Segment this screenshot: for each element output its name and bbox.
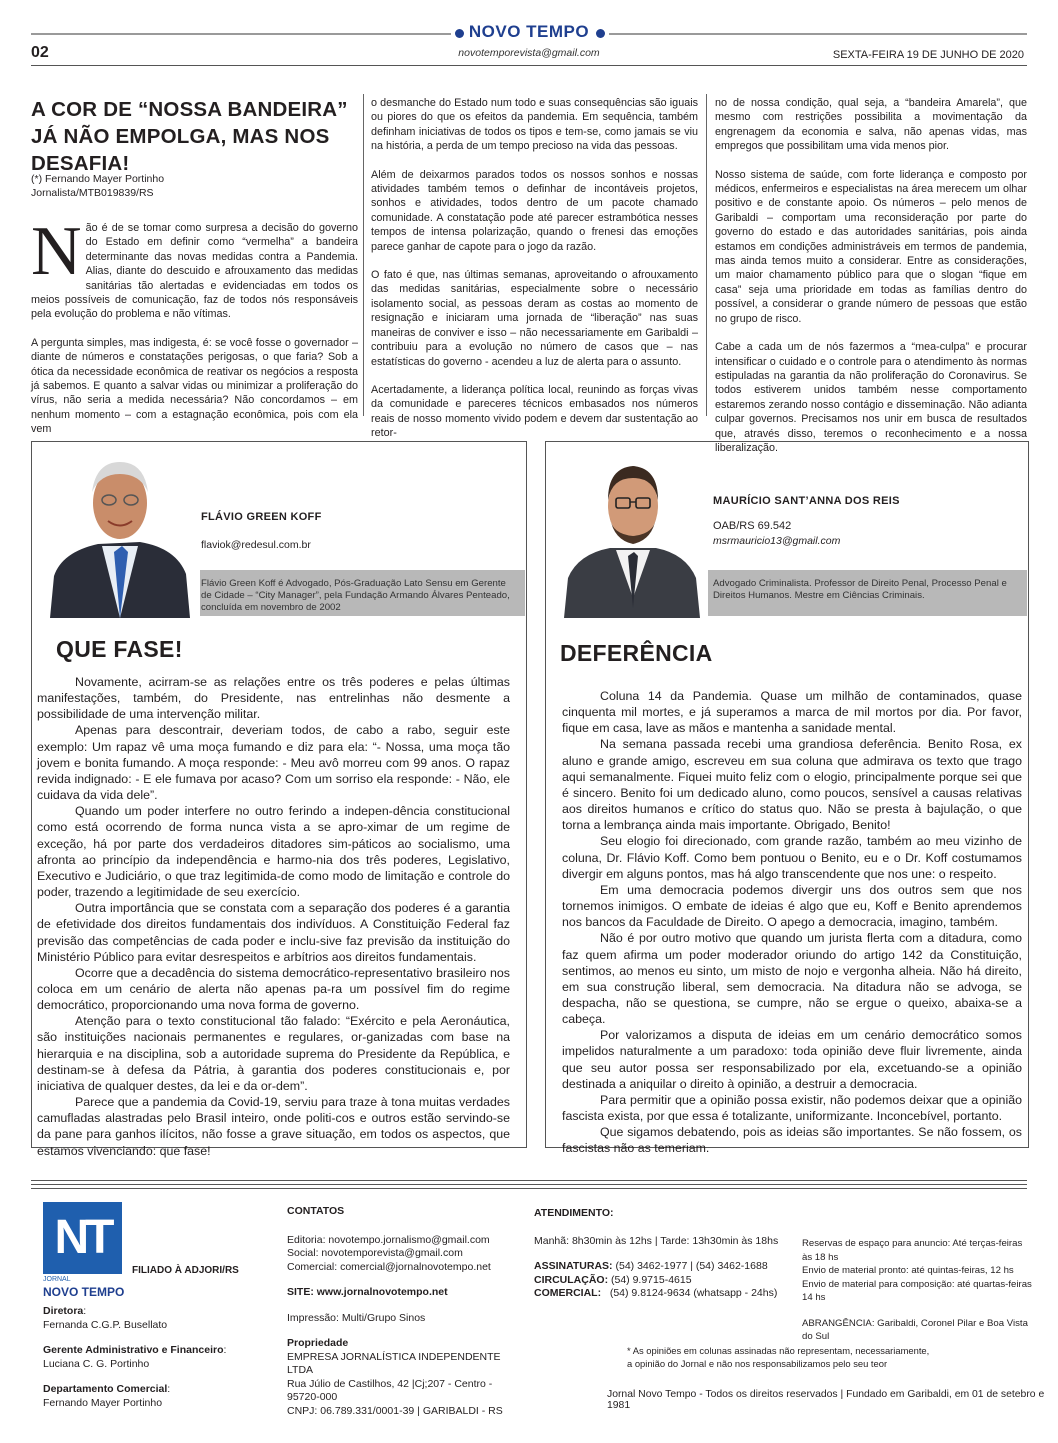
staff-role: Departamento Comercial: xyxy=(43,1383,171,1395)
rights-line: Jornal Novo Tempo - Todos os direitos reservados | Fundado em Garibaldi, em 01 de setebro e 1981 xyxy=(607,1389,1045,1411)
column-paragraph: Que sigamos debatendo, pois as ideias são importantes. Se não fossem, os fascistas não as temeriam. xyxy=(562,1125,1022,1156)
editorial-paragraph: no de nossa condição, qual seja, a “bandeira Amarela”, que mesmo com restrições possibilita a movimentação da engrenagem da economia e salva, não apenas vidas, mas empregos que possibilitam uma vida menos pior. xyxy=(715,97,1027,153)
editorial-paragraph: O fato é que, nas últimas semanas, aproveitando o afrouxamento das medidas sanitárias, especialmente sobre o necessário isolamento social, as pessoas deram as costas ao momento de resignação e iniciaram uma jornada de “liberação” nas suas maneiras de conviver e isso – não necessariamente em Garibaldi – contribuiu para a evolução no número de casos que – nas estatísticas do governo - acendeu a luz de alerta para o assunto. xyxy=(371,269,698,368)
author-email-left[interactable]: flaviok@redesul.com.br xyxy=(201,539,311,551)
column-paragraph: Novamente, acirram-se as relações entre os três poderes e pelas últimas manifestações, também, do Presidente, nas entrelinhas não desmente a possibilidade de uma intervenção militar. xyxy=(37,675,510,722)
column-divider xyxy=(706,94,707,416)
issue-date: SEXTA-FEIRA 19 DE JUNHO DE 2020 xyxy=(832,49,1024,61)
newspaper-logo xyxy=(43,1202,122,1274)
author-photo-koff xyxy=(40,448,200,618)
print-info: Impressão: Multi/Grupo Sinos xyxy=(287,1311,426,1324)
page-number: 02 xyxy=(31,44,49,61)
column-divider xyxy=(363,94,364,416)
editorial-column-1 xyxy=(31,213,358,451)
column-paragraph: Outra importância que se constata com a separação dos poderes é a garantia de efetividade dos direitos fundamentais dos indivíduos. A Constituição Federal faz previsão das competências de cada poder e inclu-sive faz previsão da instituição do Ministério Público para evitar desrespeitos e arbítrios aos direitos fundamentais. xyxy=(37,901,510,964)
disclaimer-line: * As opiniões em colunas assinadas não representam, necessariamente, xyxy=(627,1345,930,1356)
staff-role: Gerente Administrativo e Financeiro: xyxy=(43,1344,227,1356)
editorial-paragraph: Cabe a cada um de nós fazermos a “mea-culpa” e procurar intensificar o cuidado e o controle para o atendimento às normas estipuladas na garantia da não proliferação do Coronavirus. Se todos estiverem unidos também nesse comportamento estaremos zerando nosso contágio e disseminação. Não adianta culpar governos. Precisamos nos unir em busca de resultados que, através disso, teremos o reconhecimento e a nossa liberalização. xyxy=(715,341,1027,454)
property-line: EMPRESA JORNALÍSTICA INDEPENDENTE LTDA xyxy=(287,1350,501,1376)
column-paragraph: Por valorizamos a disputa de ideias em um cenário democrático somos impelidos naturalmente a um paradoxo: toda opinião deve fluir livremente, ainda que seu autor possa ser responsabilizado por ela, excetuando-se a opinião destinada a aniquilar o direito à opinião, a destruir a democracia. xyxy=(562,1028,1022,1091)
masthead-dot-right xyxy=(596,29,605,38)
disclaimer-line: a opinião do Jornal e não nos responsabilizamos pelo seu teor xyxy=(627,1358,888,1369)
service-title: ATENDIMENTO: xyxy=(534,1207,614,1219)
column-paragraph: Coluna 14 da Pandemia. Quase um milhão de contaminados, quase cinquenta mil mortes, e já superamos a marca de mil mortos por dia. Por favor, fique em casa, lave as mãos e mantenha a sanidade mental. xyxy=(562,689,1022,736)
author-email-right[interactable]: msrmauricio13@gmail.com xyxy=(713,535,841,547)
site-link[interactable]: SITE: www.jornalnovotempo.net xyxy=(287,1286,448,1298)
property-line: Rua Júlio de Castilhos, 42 |Cj;207 - Centro - 95720-000 xyxy=(287,1377,493,1403)
deadline-line: Envio de material para composição: até quartas-feiras 14 hs xyxy=(802,1278,1032,1303)
author-oab-right: OAB/RS 69.542 xyxy=(713,520,792,532)
column-paragraph: Atenção para o texto constitucional tão falado: “Exército e pela Aeronáutica, são instituições nacionais permanentes e regulares, or-ganizadas com base na hierarquia e na disciplina, sob a autoridade suprema do Presidente da República, e destinam-se à defesa da Pátria, à garantia dos poderes constitucionais e, por iniciativa de qualquer destes, da lei e da or-dem”. xyxy=(37,1014,510,1093)
column-paragraph: Não é por outro motivo que quando um jurista flerta com a ditadura, como faz quem afirma um poder moderador oriundo do artigo 142 da Constituição, sentimos, ao menos eu sinto, um misto de nojo e vergonha alheia. Não há direito, em sua construção liberal, sem democracia. Na ditadura não se advoga, se despacha, não se questiona, se cumpre, não se ergue o queixo, abaixa-se a cabeça. xyxy=(562,931,1022,1027)
contacts-block xyxy=(287,1205,527,1418)
editorial-column-3 xyxy=(715,96,1027,469)
disclaimer xyxy=(627,1344,929,1370)
contact-line[interactable]: Editoria: novotempo.jornalismo@gmail.com xyxy=(287,1233,490,1246)
editorial-author-credential: Jornalista/MTB019839/RS xyxy=(31,187,154,199)
service-block xyxy=(534,1207,794,1301)
editorial-paragraph: o desmanche do Estado num todo e suas consequências são iguais ou piores do que os efeitos da pandemia. Em sequência, também definham iniciativas de todos os tipos e tem-se, como jamais se viu na história, a perda de um tempo precioso na vida das pessoas. xyxy=(371,97,698,153)
service-hours: Manhã: 8h30min às 12hs | Tarde: 13h30min às 18hs xyxy=(534,1234,779,1247)
footer-rule xyxy=(31,1184,1027,1185)
logo-name: NOVO TEMPO xyxy=(43,1285,125,1299)
column-paragraph: Em uma democracia podemos divergir uns dos outros sem que nos tornemos inimigos. O embate de ideias é algo que eu, Koff e Benito aprendemos nos bancos da Faculdade de Direito. O apego a democracia, imagino, também. xyxy=(562,882,1022,930)
author-bio-left: Flávio Green Koff é Advogado, Pós-Graduação Lato Sensu em Gerente de Cidade – “City Manager”, pela Fundação Armando Álvares Penteado, concluída em novembro de 2002 xyxy=(201,578,510,613)
contact-line[interactable]: Social: novotemporevista@gmail.com xyxy=(287,1247,463,1259)
staff-name: Fernando Mayer Portinho xyxy=(43,1396,163,1409)
column-paragraph: Para permitir que a opinião possa existir, não podemos deixar que a opinião fascista exista, por que essa é totalizante, uniformizante. Inconcebível, portanto. xyxy=(562,1092,1022,1124)
column-paragraph: Na semana passada recebi uma grandiosa deferência. Benito Rosa, ex aluno e grande amigo, escreveu em sua coluna que admirava os texto que trago aqui semanalmente. Fiquei muito feliz com o elogio, principalmente porque sei que é sincero. Benito foi um dedicado aluno, como poucos, sensível a causas relativas aos direitos humanos e crítico do status quo. Não se presta à bajulação, o que torna a lembrança ainda mais importante. Obrigado, Benito! xyxy=(562,737,1022,833)
column-paragraph: Apenas para descontrair, deveriam todos, de cabo a rabo, seguir este exemplo: Um rapaz vê uma moça fumando e diz para ela: “- Nossa, uma moça tão jovem e bonita fumando. A moça responde: - Meu avô morreu com 99 anos. O rapaz revida indignado: - E ele fumava por acaso? Com um sorriso ela responde: - Não, ele cuidava da vida dele”. xyxy=(37,723,510,803)
deadlines-block xyxy=(802,1237,1034,1344)
column-paragraph: Seu elogio foi direcionado, com grande razão, também ao meu vizinho de coluna, Dr. Flávio Koff. Como bem pontuou o Benito, eu e o Dr. Koff costumamos divergir em alguns pontos, mas há algo transcendente que nos une: o respeito. xyxy=(562,834,1022,881)
property-title: Propriedade xyxy=(287,1337,349,1349)
staff-list xyxy=(43,1305,273,1410)
staff-name: Fernanda C.G.P. Busellato xyxy=(43,1318,168,1331)
masthead-rule-right xyxy=(609,33,1027,35)
editorial-column-2 xyxy=(371,96,698,455)
column-body-left xyxy=(37,674,510,1159)
editorial-paragraph: Além de deixarmos parados todos os nossos sonhos e nossas atividades também temos o definhar de incontáveis projetos, sonhos e atividades, todos dentro de um pacote chamado comunidade. A constatação pode até parecer estrambótica nesses tempos de intensa polarização, quando o frenesi das emoções parece ganhar de capote para o jogo da razão. xyxy=(371,168,698,253)
masthead-email[interactable]: novotemporevista@gmail.com xyxy=(458,47,600,59)
circulation-line: CIRCULAÇÃO: (54) 9.9715-4615 xyxy=(534,1273,692,1286)
contact-line[interactable]: Comercial: comercial@jornalnovotempo.net xyxy=(287,1260,491,1273)
logo-small-label: JORNAL xyxy=(43,1276,71,1283)
commercial-line: COMERCIAL: (54) 9.8124-9634 (whatsapp - 24hs) xyxy=(534,1287,778,1299)
author-name-right: MAURÍCIO SANT’ANNA DOS REIS xyxy=(713,495,900,507)
subscriptions-line: ASSINATURAS: (54) 3462-1977 | (54) 3462-1688 xyxy=(534,1260,768,1272)
column-body-right xyxy=(562,688,1022,1157)
editorial-author xyxy=(31,172,361,200)
author-name-left: FLÁVIO GREEN KOFF xyxy=(201,511,322,523)
staff-role: Diretora: xyxy=(43,1305,87,1317)
contacts-title: CONTATOS xyxy=(287,1205,345,1217)
author-photo-reis xyxy=(558,448,708,618)
coverage: ABRANGÊNCIA: Garibaldi, Coronel Pilar e Boa Vista do Sul xyxy=(802,1317,1028,1342)
deadline-line: Reservas de espaço para anuncio: Até terças-feiras às 18 hs xyxy=(802,1238,1023,1263)
column-paragraph: Parece que a pandemia da Covid-19, serviu para traze à tona muitas verdades camufladas alastradas pelo Brasil inteiro, onde politi-cos e outros estão servindo-se da pane para ganhos ilícitos, não fosse a grave situação, em todos os aspectos, que estamos vivenciando: que fase! xyxy=(37,1095,510,1158)
editorial-paragraph: Acertadamente, a liderança política local, reunindo as forças vivas da comunidade e pareceres técnicos embasados nos números reais de nosso momento vivido podem e devem dar sustentação ao retor- xyxy=(371,383,698,440)
editorial-paragraph: Nosso sistema de saúde, com forte liderança e composto por médicos, enfermeiros e especialistas na área merecem um olhar positivo e de constante apoio. Os números – pelo menos de Garibaldi – comportam uma reconsideração por parte do governo do estado e das autoridades sanitárias, pois ainda estamos em condições administráveis em termos de pandemia, mas ainda temos muito a considerar. Entre as considerações, um maior chamamento público para que o slogan “fique em casa” seja uma prioridade em todas as famílias dentro do possível, a considerar o grande número de pessoas que estão no grupo de risco. xyxy=(715,168,1027,325)
editorial-paragraph: A pergunta simples, mas indigesta, é: se você fosse o governador – diante de números e constatações perigosas, o que faria? Sob a ótica da necessidade econômica de reativar os negócios a resposta já sabemos. E quanto a salvar vidas ou minimizar a proliferação do vírus, não seria a medida necessária? Não concordamos – em nenhum momento – com a estagnação econômica, pois com ela vem xyxy=(31,336,358,436)
staff-name: Luciana C. G. Portinho xyxy=(43,1357,150,1370)
property-line: CNPJ: 06.789.331/0001-39 | GARIBALDI - RS xyxy=(287,1404,503,1417)
masthead-title: NOVO TEMPO xyxy=(468,22,590,41)
editorial-title: A COR DE “NOSSA BANDEIRA” JÁ NÃO EMPOLGA, MAS NOS DESAFIA! xyxy=(31,98,348,175)
footer-rule xyxy=(31,1180,1027,1181)
column-paragraph: Quando um poder interfere no outro ferindo a indepen-dência constitucional como está ocorrendo de forma nunca vista a se apro-ximar de um regime de exceção, há por parte dos verdadeiros ditadores sim-páticos ao socialismo, uma afronta ao princípio da independência e harmo-nia dos três poderes, Legislativo, Executivo e Judiciário, o que traz legitimida-de como modo de limitação e controle do poder, trazendo a legitimidade de seu exercício. xyxy=(37,804,510,900)
deadline-line: Envio de material pronto: até quintas-feiras, 12 hs xyxy=(802,1265,1014,1276)
logo-letters: NT xyxy=(54,1211,111,1264)
editorial-author-name: (*) Fernando Mayer Portinho xyxy=(31,173,165,185)
footer-rule xyxy=(31,1188,1027,1189)
editorial-paragraph: ão é de se tomar como surpresa a decisão do governo do Estado em definir como “vermelha” a bandeira determinante das novas medidas contra a Pandemia. Alias, diante do descuido e afrouxamento das medidas sanitárias tão alertadas e evidenciadas em todos os meios possíveis de comunicação, faz de todos nós responsáveis pela evolução do problema e não vítimas. xyxy=(31,222,358,321)
column-title-left: QUE FASE! xyxy=(56,636,183,662)
header-divider xyxy=(31,65,1027,66)
author-bio-right: Advogado Criminalista. Professor de Direito Penal, Processo Penal e Direitos Humanos. Mestre em Ciências Criminais. xyxy=(713,578,1007,601)
affiliation: FILIADO À ADJORI/RS xyxy=(132,1265,239,1276)
column-title-right: DEFERÊNCIA xyxy=(560,640,713,666)
column-paragraph: Ocorre que a decadência do sistema democrático-representativo brasileiro nos coloca em um cenário de alerta não apenas pa-ra um possível fim do regime democrático, proporcionando uma nova forma de governo. xyxy=(37,965,510,1013)
editorial-dropcap: N xyxy=(31,213,82,290)
